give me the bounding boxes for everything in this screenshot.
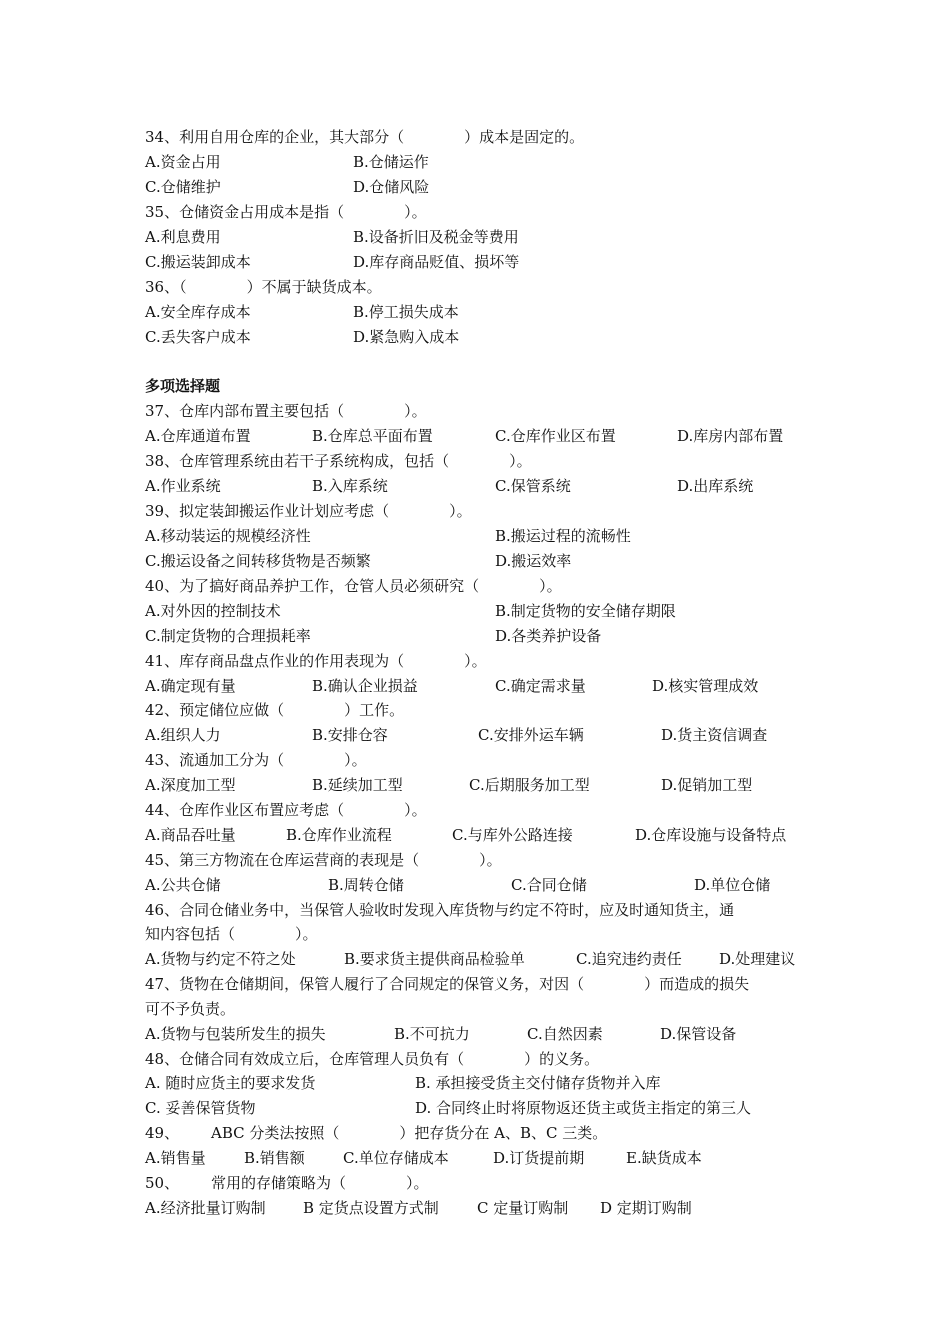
option-d: D.单位仓储 [694,876,771,894]
options-row [145,1196,805,1221]
options-row [145,250,805,275]
options-row [145,225,805,250]
option-d: D.库存商品贬值、损坏等 [353,253,520,271]
options-row [145,1071,805,1096]
options-row [145,1022,805,1047]
options-row [145,300,805,325]
option-c: C.确定需求量 [495,677,586,695]
question-47-continued: 可不予负责。 [145,1000,236,1018]
option-a: A.确定现有量 [145,677,236,695]
option-b: B.仓库总平面布置 [312,427,433,445]
options-row [145,474,805,499]
option-a: A.对外因的控制技术 [145,602,281,620]
options-row [145,1096,805,1121]
option-d: D.订货提前期 [493,1149,585,1167]
option-d: D.各类养护设备 [495,627,602,645]
option-b: B.搬运过程的流畅性 [495,527,631,545]
question-49 [145,1121,805,1146]
option-c: C.后期服务加工型 [469,776,590,794]
option-b: B.安排仓容 [312,726,388,744]
question-41: 41、库存商品盘点作业的作用表现为（ ）。 [145,652,487,670]
question-34: 34、利用自用仓库的企业，其大部分（ ）成本是固定的。 [145,128,585,146]
options-row [145,624,805,649]
option-b: B.要求货主提供商品检验单 [344,950,525,968]
option-a: A. 随时应货主的要求发货 [145,1074,316,1092]
option-a: A.安全库存成本 [145,303,251,321]
options-row [145,150,805,175]
question-46-continued: 知内容包括（ ）。 [145,925,318,943]
option-d: D.货主资信调查 [661,726,768,744]
option-b: B.延续加工型 [312,776,403,794]
options-row [145,175,805,200]
options-row [145,823,805,848]
option-c: C.与库外公路连接 [452,826,573,844]
option-b: B.制定货物的安全储存期限 [495,602,676,620]
option-d: D.处理建议 [719,950,796,968]
option-b: B.确认企业损益 [312,677,418,695]
option-c: C.保管系统 [495,477,571,495]
option-a: A.利息费用 [145,228,221,246]
option-d: D.紧急购入成本 [353,328,460,346]
question-45: 45、第三方物流在仓库运营商的表现是（ ）。 [145,851,502,869]
question-text: ABC 分类法按照（ ）把存货分在 A、B、C 三类。 [211,1124,608,1142]
option-d: D.仓库设施与设备特点 [635,826,787,844]
option-c: C.追究违约责任 [576,950,682,968]
option-b: B.设备折旧及税金等费用 [353,228,519,246]
option-b: B.销售额 [244,1149,305,1167]
question-43: 43、流通加工分为（ ）。 [145,751,367,769]
option-d: D. 合同终止时将原物返还货主或货主指定的第三人 [415,1099,752,1117]
option-a: A.移动装运的规模经济性 [145,527,311,545]
question-37: 37、仓库内部布置主要包括（ ）。 [145,402,427,420]
option-b: B 定货点设置方式制 [303,1199,439,1217]
option-a: A.仓库通道布置 [145,427,251,445]
option-a: A.货物与包装所发生的损失 [145,1025,326,1043]
option-c: C. 妥善保管货物 [145,1099,256,1117]
question-48: 48、仓储合同有效成立后，仓库管理人员负有（ ）的义务。 [145,1050,600,1068]
question-text: 常用的存储策略为（ ）。 [211,1174,429,1192]
question-50 [145,1171,805,1196]
options-row [145,1146,805,1171]
option-c: C.搬运装卸成本 [145,253,251,271]
option-a: A.货物与约定不符之处 [145,950,296,968]
options-row [145,549,805,574]
option-e: E.缺货成本 [626,1149,702,1167]
option-a: A.深度加工型 [145,776,236,794]
option-c: C.仓库作业区布置 [495,427,616,445]
question-47: 47、货物在仓储期间，保管人履行了合同规定的保管义务，对因（ ）而造成的损失 [145,975,750,993]
option-c: C.自然因素 [527,1025,603,1043]
option-b: B.停工损失成本 [353,303,459,321]
option-d: D.保管设备 [660,1025,737,1043]
option-c: C.制定货物的合理损耗率 [145,627,311,645]
question-number: 50、 [145,1174,180,1192]
question-36: 36、（ ）不属于缺货成本。 [145,278,382,296]
question-39: 39、拟定装卸搬运作业计划应考虑（ ）。 [145,502,472,520]
question-35: 35、仓储资金占用成本是指（ ）。 [145,203,427,221]
options-row [145,873,805,898]
option-d: D.仓储风险 [353,178,430,196]
option-b: B.不可抗力 [394,1025,470,1043]
option-d: D.核实管理成效 [652,677,759,695]
question-40: 40、为了搞好商品养护工作，仓管人员必须研究（ ）。 [145,577,562,595]
section-heading: 多项选择题 [145,377,221,395]
option-b: B.仓储运作 [353,153,429,171]
option-a: A.作业系统 [145,477,221,495]
option-c: C.丢失客户成本 [145,328,251,346]
option-d: D.搬运效率 [495,552,572,570]
options-row [145,424,805,449]
options-row [145,947,805,972]
option-b: B.仓库作业流程 [286,826,392,844]
question-38: 38、仓库管理系统由若干子系统构成，包括（ ）。 [145,452,532,470]
option-a: A.公共仓储 [145,876,221,894]
option-c: C.仓储维护 [145,178,221,196]
option-d: D.出库系统 [677,477,754,495]
option-a: A.销售量 [145,1149,206,1167]
option-a: A.经济批量订购制 [145,1199,266,1217]
option-a: A.组织人力 [145,726,221,744]
option-d: D 定期订购制 [600,1199,692,1217]
options-row [145,599,805,624]
option-d: D.库房内部布置 [677,427,784,445]
option-c: C.单位存储成本 [343,1149,449,1167]
options-row [145,723,805,748]
question-46: 46、合同仓储业务中，当保管人验收时发现入库货物与约定不符时，应及时通知货主，通 [145,901,735,919]
option-c: C.安排外运车辆 [478,726,584,744]
question-44: 44、仓库作业区布置应考虑（ ）。 [145,801,427,819]
option-d: D.促销加工型 [661,776,753,794]
option-a: A.资金占用 [145,153,221,171]
option-b: B.周转仓储 [328,876,404,894]
question-42: 42、预定储位应做（ ）工作。 [145,701,405,719]
option-c: C.搬运设备之间转移货物是否频繁 [145,552,371,570]
options-row [145,325,805,350]
option-b: B.入库系统 [312,477,388,495]
option-c: C.合同仓储 [511,876,587,894]
option-a: A.商品吞吐量 [145,826,236,844]
options-row [145,674,805,699]
options-row [145,524,805,549]
question-number: 49、 [145,1124,180,1142]
options-row [145,773,805,798]
option-c: C 定量订购制 [477,1199,569,1217]
option-b: B. 承担接受货主交付储存货物并入库 [415,1074,661,1092]
